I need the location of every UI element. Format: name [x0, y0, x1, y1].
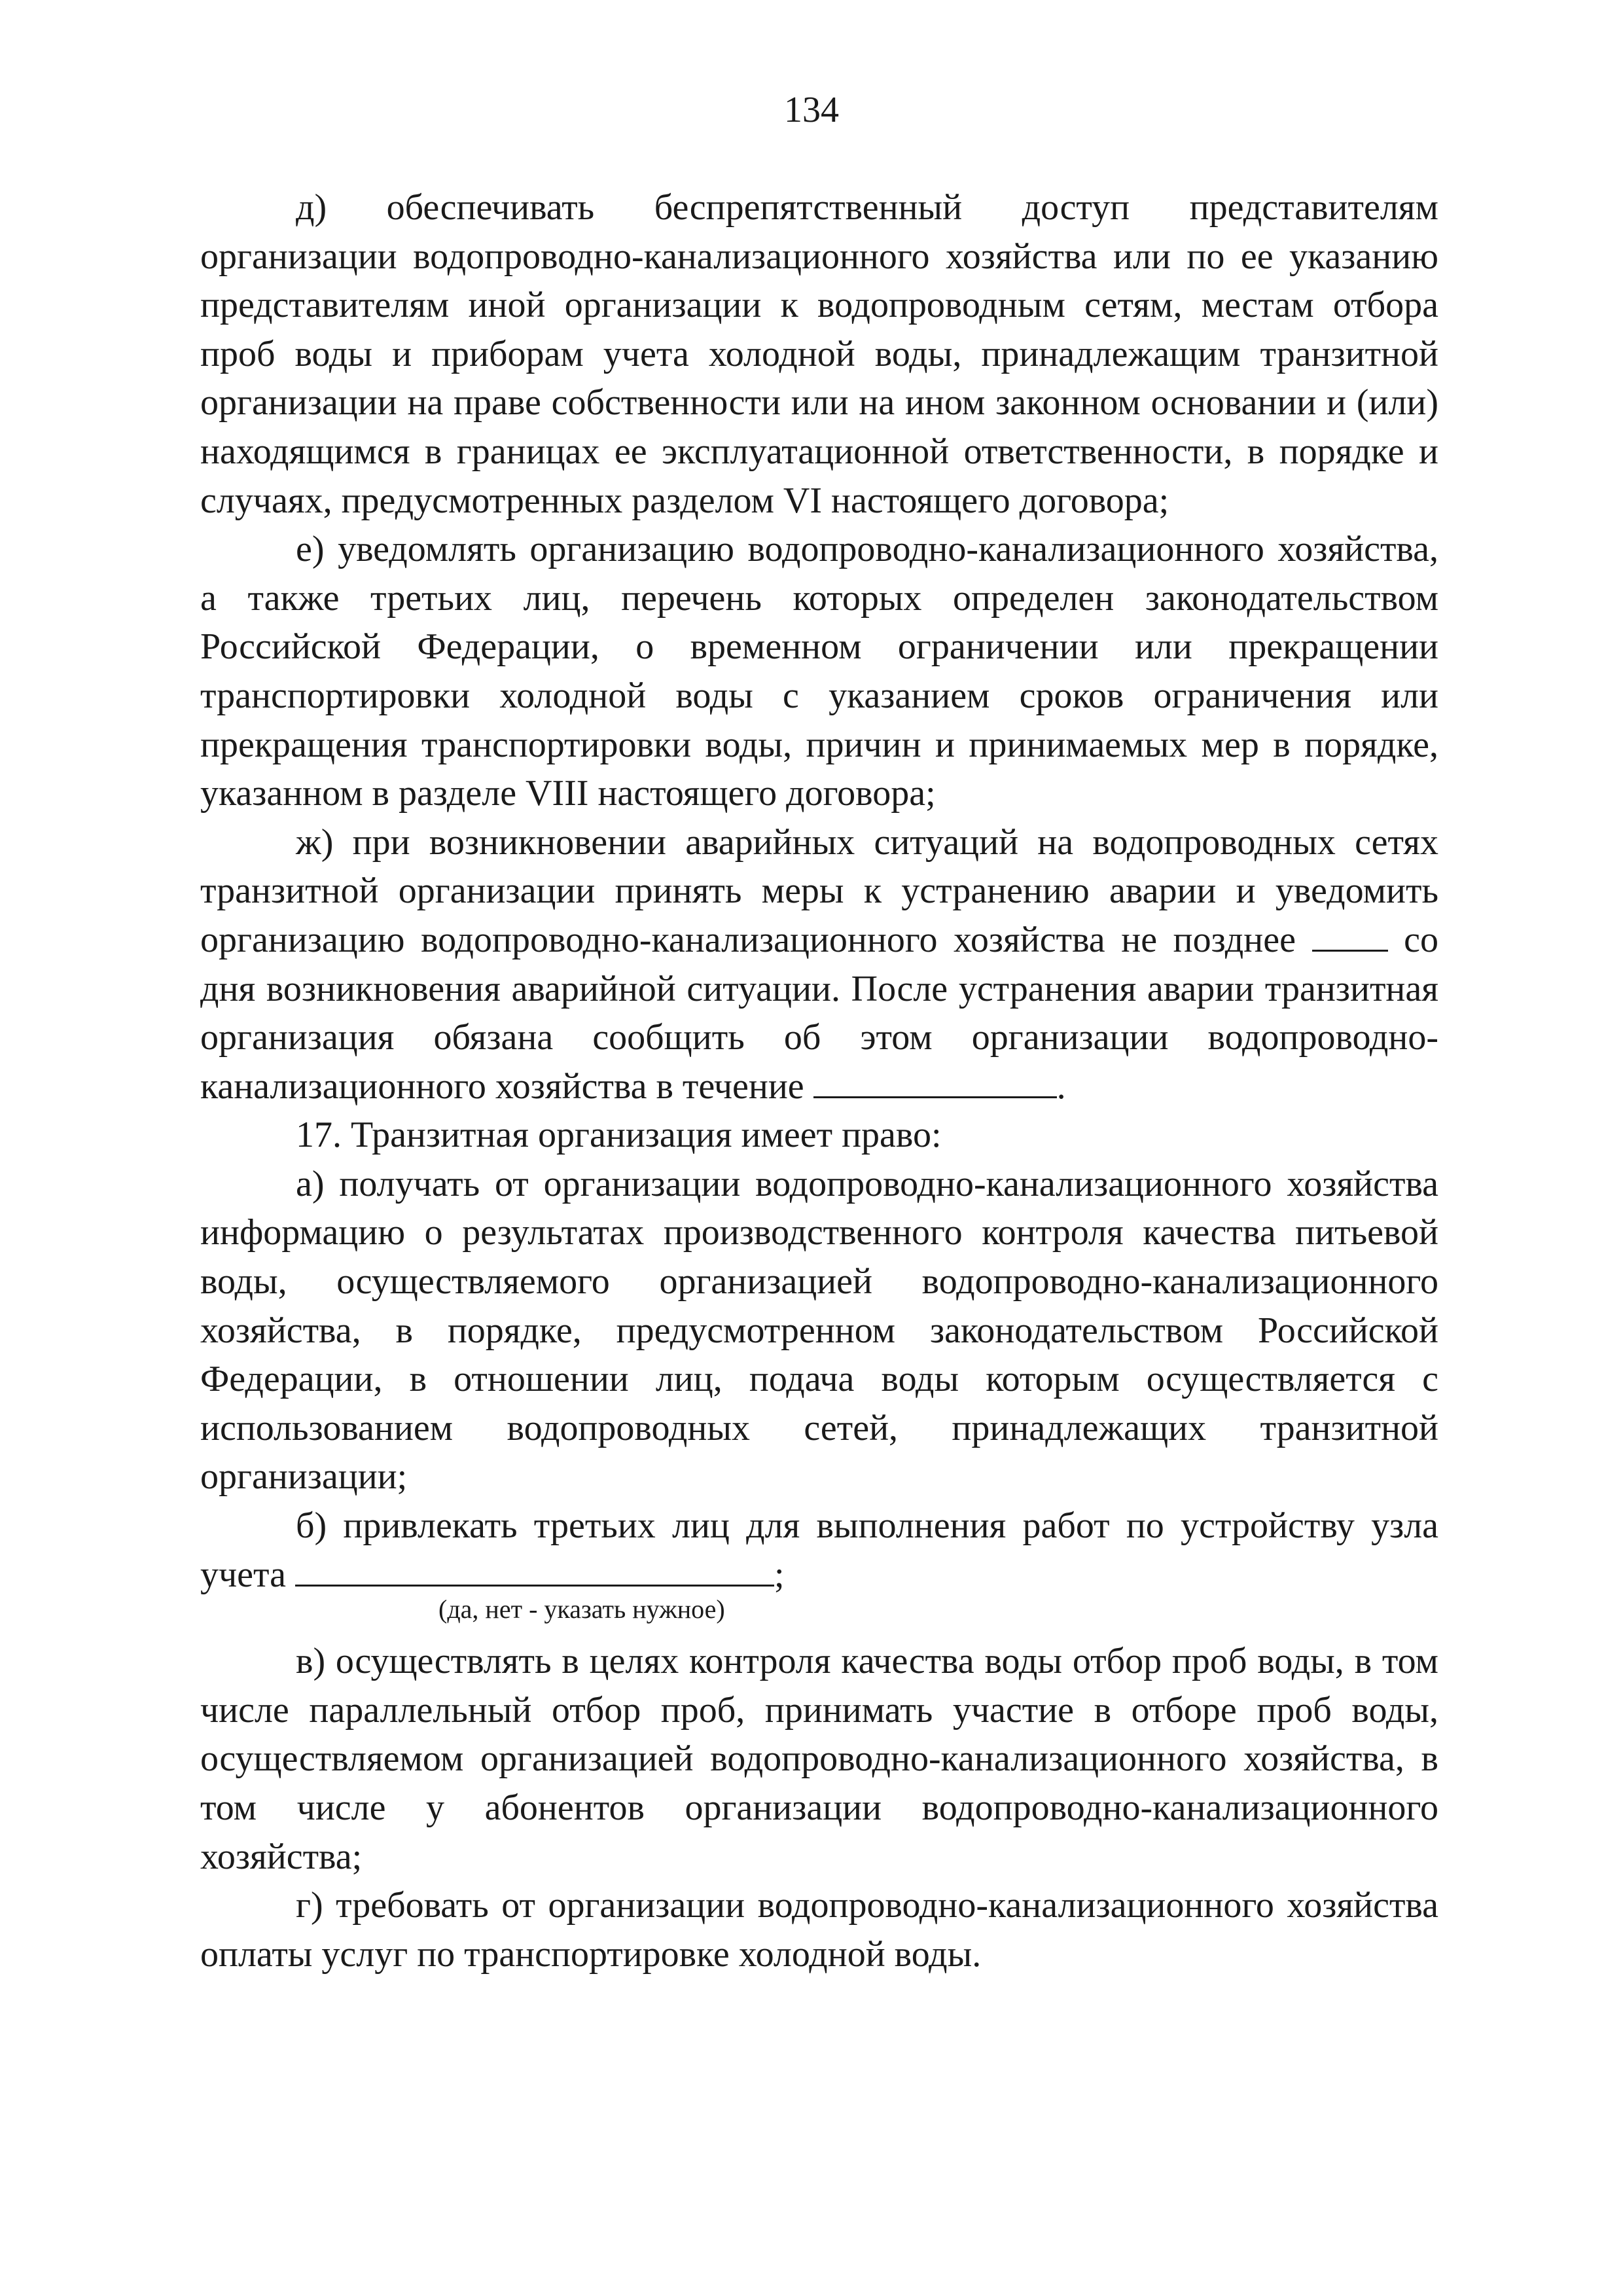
paragraph-zh-text-2: со дня возникновения аварийной ситуации. После устранения аварии транзитная организация обязана сообщить об этом организации водопроводно-канализационного хозяйства в течение	[200, 919, 1439, 1107]
blank-period-field[interactable]	[813, 1062, 1057, 1098]
page-number: 134	[784, 90, 839, 130]
paragraph-zh-end: .	[1056, 1066, 1066, 1107]
paragraph-d: д) обеспечивать беспрепятственный доступ представителям организации водопроводно-канализационного хозяйства или по ее указанию представителям иной организации к водопроводным сетям, местам отбора проб воды и приборам учета холодной воды, принадлежащим транзитной организации на праве собственности или на ином законном основании и (или) находящимся в границах ее эксплуатационной ответственности, в порядке и случаях, предусмотренных разделом VI настоящего договора;	[200, 187, 1438, 521]
paragraph-a: а) получать от организации водопроводно-канализационного хозяйства информацию о результатах производственного контроля качества питьевой воды, осуществляемого организацией водопроводно-канализационного хозяйства, в порядке, предусмотренном законодательством Российской Федерации, в отношении лиц, подача воды которым осуществляется с использованием водопроводных сетей, принадлежащих транзитной организации;	[200, 1163, 1438, 1498]
field-hint-note: (да, нет - указать нужное)	[438, 1594, 725, 1624]
paragraph-b	[200, 1501, 1438, 1599]
paragraph-b-text: б) привлекать третьих лиц для выполнения работ по устройству узла учета	[200, 1505, 1438, 1595]
document-body	[200, 183, 1438, 1979]
blank-yes-no-field[interactable]	[295, 1551, 774, 1587]
paragraph-zh-text-1: ж) при возникновении аварийных ситуаций на водопроводных сетях транзитной организации принять меры к устранению аварии и уведомить организацию водопроводно-канализационного хозяйства не позднее	[200, 821, 1438, 960]
paragraph-g: г) требовать от организации водопроводно-канализационного хозяйства оплаты услуг по транспортировке холодной воды.	[200, 1885, 1438, 1975]
paragraph-zh	[200, 818, 1438, 1111]
paragraph-v: в) осуществлять в целях контроля качества воды отбор проб воды, в том числе параллельный отбор проб, принимать участие в отборе проб воды, осуществляемом организацией водопроводно-канализационного хозяйства, в том числе у абонентов организации водопроводно-канализационного хозяйства;	[200, 1641, 1438, 1877]
paragraph-e: е) уведомлять организацию водопроводно-канализационного хозяйства, а также третьих лиц, перечень которых определен законодательством Российской Федерации, о временном ограничении или прекращении транспортировки холодной воды с указанием сроков ограничения или прекращения транспортировки воды, причин и принимаемых мер в порядке, указанном в разделе VIII настоящего договора;	[200, 529, 1438, 814]
blank-days-field[interactable]	[1312, 916, 1388, 952]
paragraph-b-end: ;	[774, 1554, 785, 1595]
section-17-heading: 17. Транзитная организация имеет право:	[296, 1115, 942, 1156]
